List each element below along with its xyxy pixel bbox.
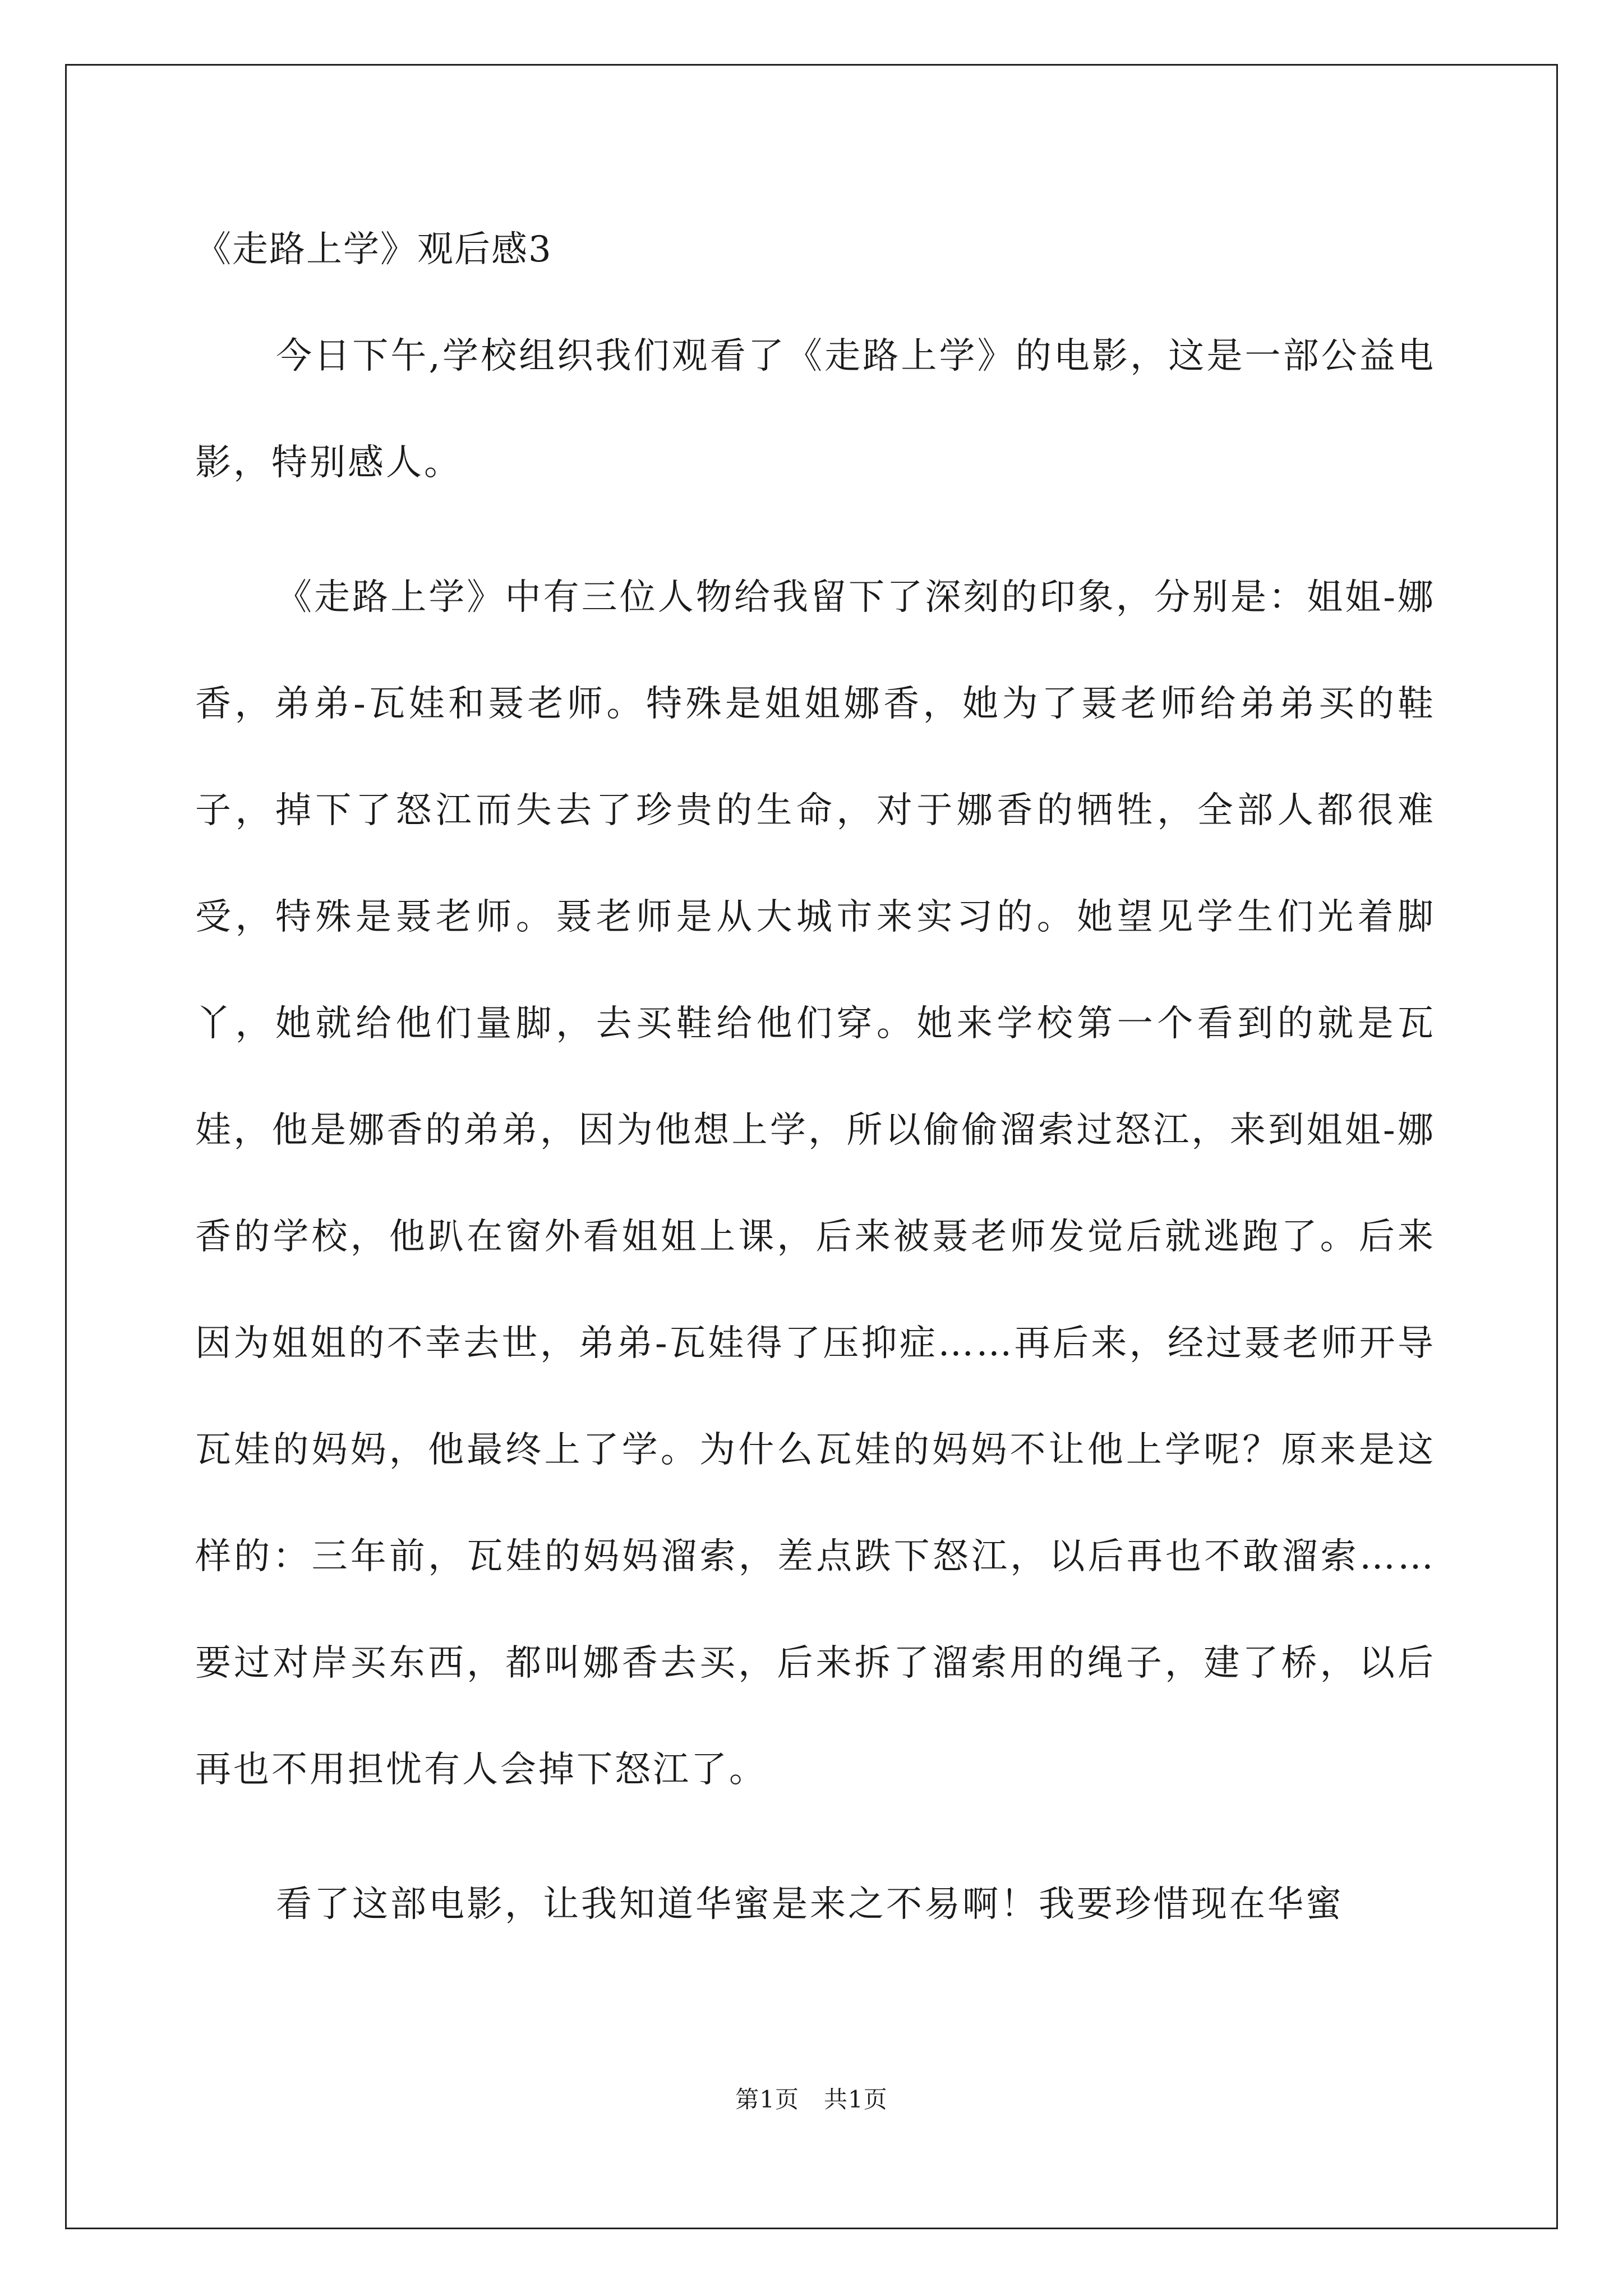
paragraph-3: 看了这部电影，让我知道华蜜是来之不易啊！我要珍惜现在华蜜	[276, 1884, 1344, 1925]
document-title: 《走路上学》观后感3	[195, 229, 552, 270]
document-body	[195, 219, 1436, 1958]
page-footer	[0, 2081, 1623, 2115]
paragraph-2: 《走路上学》中有三位人物给我留下了深刻的印象，分别是：姐姐-娜香，弟弟-瓦娃和聂老师。特殊是姐姐娜香，她为了聂老师给弟弟买的鞋子，掉下了怒江而失去了珍贵的生命，对于娜香的牺牲，全部人都很难受，特殊是聂老师。聂老师是从大城市来实习的。她望见学生们光着脚丫，她就给他们量脚，去买鞋给他们穿。她来学校第一个看到的就是瓦娃，他是娜香的弟弟，因为他想上学，所以偷偷溜索过怒江，来到姐姐-娜香的学校，他趴在窗外看姐姐上课，后来被聂老师发觉后就逃跑了。后来因为姐姐的不幸去世，弟弟-瓦娃得了压抑症……再后来，经过聂老师开导瓦娃的妈妈，他最终上了学。为什么瓦娃的妈妈不让他上学呢？原来是这样的：三年前，瓦娃的妈妈溜索，差点跌下怒江，以后再也不敢溜索……要过对岸买东西，都叫娜香去买，后来拆了溜索用的绳子，建了桥，以后再也不用担忧有人会掉下怒江了。	[195, 577, 1436, 1791]
page-number-current: 第1页	[735, 2086, 799, 2113]
paragraph-1: 今日下午,学校组织我们观看了《走路上学》的电影，这是一部公益电影，特别感人。	[195, 335, 1436, 484]
page-number-total: 共1页	[824, 2086, 888, 2113]
